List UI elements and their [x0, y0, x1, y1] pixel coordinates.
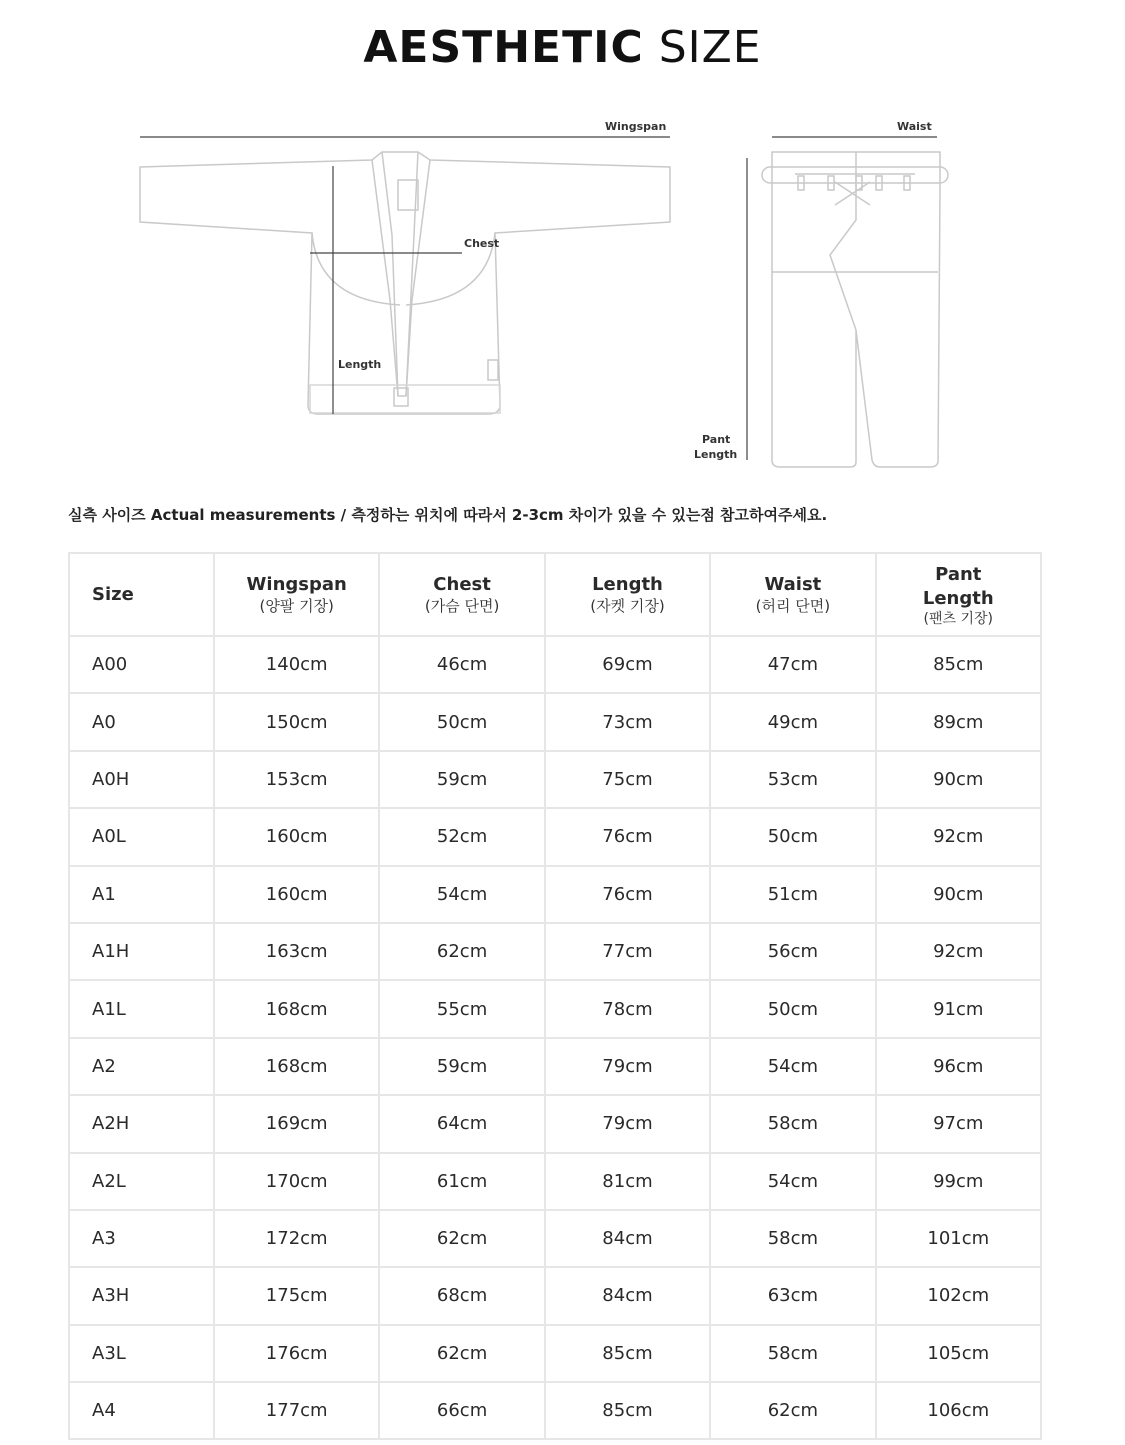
jacket-measure-lines	[140, 137, 670, 414]
title-light: SIZE	[658, 22, 762, 73]
cell-length: 69cm	[545, 636, 710, 693]
cell-waist: 63cm	[710, 1267, 875, 1324]
cell-wingspan: 176cm	[214, 1325, 379, 1382]
table-row	[69, 1382, 1041, 1439]
pant-length-label-line2: Length	[694, 448, 738, 461]
chest-label: Chest	[464, 237, 500, 250]
cell-size: A0H	[69, 751, 214, 808]
table-row	[69, 636, 1041, 693]
cell-chest: 54cm	[379, 866, 544, 923]
table-body	[69, 636, 1041, 1439]
cell-pant-length: 105cm	[876, 1325, 1041, 1382]
cell-chest: 62cm	[379, 1325, 544, 1382]
cell-waist: 54cm	[710, 1153, 875, 1210]
cell-length: 76cm	[545, 866, 710, 923]
cell-pant-length: 90cm	[876, 751, 1041, 808]
cell-pant-length: 92cm	[876, 923, 1041, 980]
cell-size: A2	[69, 1038, 214, 1095]
cell-waist: 58cm	[710, 1210, 875, 1267]
cell-wingspan: 169cm	[214, 1095, 379, 1152]
size-table	[68, 552, 1042, 1440]
cell-size: A1H	[69, 923, 214, 980]
header-chest: Chest (가슴 단면)	[379, 553, 544, 636]
cell-wingspan: 172cm	[214, 1210, 379, 1267]
cell-pant-length: 91cm	[876, 980, 1041, 1037]
table-row	[69, 1153, 1041, 1210]
cell-pant-length: 89cm	[876, 693, 1041, 750]
waist-label: Waist	[897, 120, 932, 133]
cell-size: A3H	[69, 1267, 214, 1324]
table-row	[69, 808, 1041, 865]
cell-pant-length: 102cm	[876, 1267, 1041, 1324]
cell-waist: 62cm	[710, 1382, 875, 1439]
cell-wingspan: 168cm	[214, 1038, 379, 1095]
cell-waist: 50cm	[710, 980, 875, 1037]
cell-pant-length: 106cm	[876, 1382, 1041, 1439]
cell-length: 84cm	[545, 1267, 710, 1324]
cell-chest: 46cm	[379, 636, 544, 693]
cell-pant-length: 99cm	[876, 1153, 1041, 1210]
cell-chest: 50cm	[379, 693, 544, 750]
cell-wingspan: 160cm	[214, 808, 379, 865]
header-size: Size	[69, 553, 214, 636]
pants-illustration	[762, 152, 948, 467]
cell-length: 75cm	[545, 751, 710, 808]
cell-size: A1L	[69, 980, 214, 1037]
cell-chest: 52cm	[379, 808, 544, 865]
cell-waist: 58cm	[710, 1095, 875, 1152]
cell-pant-length: 97cm	[876, 1095, 1041, 1152]
cell-chest: 62cm	[379, 1210, 544, 1267]
cell-wingspan: 175cm	[214, 1267, 379, 1324]
table-row	[69, 1325, 1041, 1382]
cell-size: A0	[69, 693, 214, 750]
cell-wingspan: 153cm	[214, 751, 379, 808]
cell-length: 85cm	[545, 1382, 710, 1439]
header-pant-length: Pant Length (팬츠 기장)	[876, 553, 1041, 636]
wingspan-label: Wingspan	[605, 120, 667, 133]
table-row	[69, 1038, 1041, 1095]
cell-length: 76cm	[545, 808, 710, 865]
table-row	[69, 980, 1041, 1037]
table-row	[69, 866, 1041, 923]
cell-size: A1	[69, 866, 214, 923]
header-length: Length (자켓 기장)	[545, 553, 710, 636]
cell-size: A4	[69, 1382, 214, 1439]
cell-wingspan: 140cm	[214, 636, 379, 693]
pants-measure-lines	[747, 137, 937, 460]
cell-chest: 64cm	[379, 1095, 544, 1152]
cell-size: A2L	[69, 1153, 214, 1210]
pant-length-label-line1: Pant	[702, 433, 731, 446]
cell-waist: 50cm	[710, 808, 875, 865]
cell-size: A0L	[69, 808, 214, 865]
cell-pant-length: 92cm	[876, 808, 1041, 865]
cell-chest: 68cm	[379, 1267, 544, 1324]
cell-length: 79cm	[545, 1038, 710, 1095]
cell-size: A2H	[69, 1095, 214, 1152]
page-title	[0, 18, 1125, 78]
cell-length: 78cm	[545, 980, 710, 1037]
table-row	[69, 693, 1041, 750]
table-row	[69, 1210, 1041, 1267]
cell-waist: 54cm	[710, 1038, 875, 1095]
cell-pant-length: 101cm	[876, 1210, 1041, 1267]
table-row	[69, 1095, 1041, 1152]
cell-waist: 47cm	[710, 636, 875, 693]
cell-size: A3	[69, 1210, 214, 1267]
cell-wingspan: 163cm	[214, 923, 379, 980]
measurement-note: 실측 사이즈 Actual measurements / 측정하는 위치에 따라서 2-3cm 차이가 있을 수 있는점 참고하여주세요.	[68, 506, 828, 524]
cell-length: 77cm	[545, 923, 710, 980]
cell-length: 84cm	[545, 1210, 710, 1267]
cell-chest: 55cm	[379, 980, 544, 1037]
cell-wingspan: 177cm	[214, 1382, 379, 1439]
cell-chest: 61cm	[379, 1153, 544, 1210]
table-row	[69, 1267, 1041, 1324]
cell-chest: 66cm	[379, 1382, 544, 1439]
cell-size: A3L	[69, 1325, 214, 1382]
cell-length: 79cm	[545, 1095, 710, 1152]
cell-length: 81cm	[545, 1153, 710, 1210]
table-header-row	[69, 553, 1041, 636]
cell-waist: 53cm	[710, 751, 875, 808]
cell-wingspan: 160cm	[214, 866, 379, 923]
cell-wingspan: 170cm	[214, 1153, 379, 1210]
cell-waist: 58cm	[710, 1325, 875, 1382]
cell-wingspan: 168cm	[214, 980, 379, 1037]
cell-pant-length: 85cm	[876, 636, 1041, 693]
cell-length: 73cm	[545, 693, 710, 750]
cell-size: A00	[69, 636, 214, 693]
cell-length: 85cm	[545, 1325, 710, 1382]
measurement-diagram	[0, 100, 1125, 480]
cell-waist: 49cm	[710, 693, 875, 750]
table-row	[69, 923, 1041, 980]
title-bold: AESTHETIC	[363, 22, 644, 73]
cell-chest: 59cm	[379, 1038, 544, 1095]
length-label: Length	[338, 358, 382, 371]
table-row	[69, 751, 1041, 808]
cell-pant-length: 90cm	[876, 866, 1041, 923]
cell-wingspan: 150cm	[214, 693, 379, 750]
cell-waist: 56cm	[710, 923, 875, 980]
header-waist: Waist (허리 단면)	[710, 553, 875, 636]
cell-waist: 51cm	[710, 866, 875, 923]
cell-pant-length: 96cm	[876, 1038, 1041, 1095]
cell-chest: 62cm	[379, 923, 544, 980]
cell-chest: 59cm	[379, 751, 544, 808]
jacket-illustration	[140, 152, 670, 414]
header-wingspan: Wingspan (양팔 기장)	[214, 553, 379, 636]
